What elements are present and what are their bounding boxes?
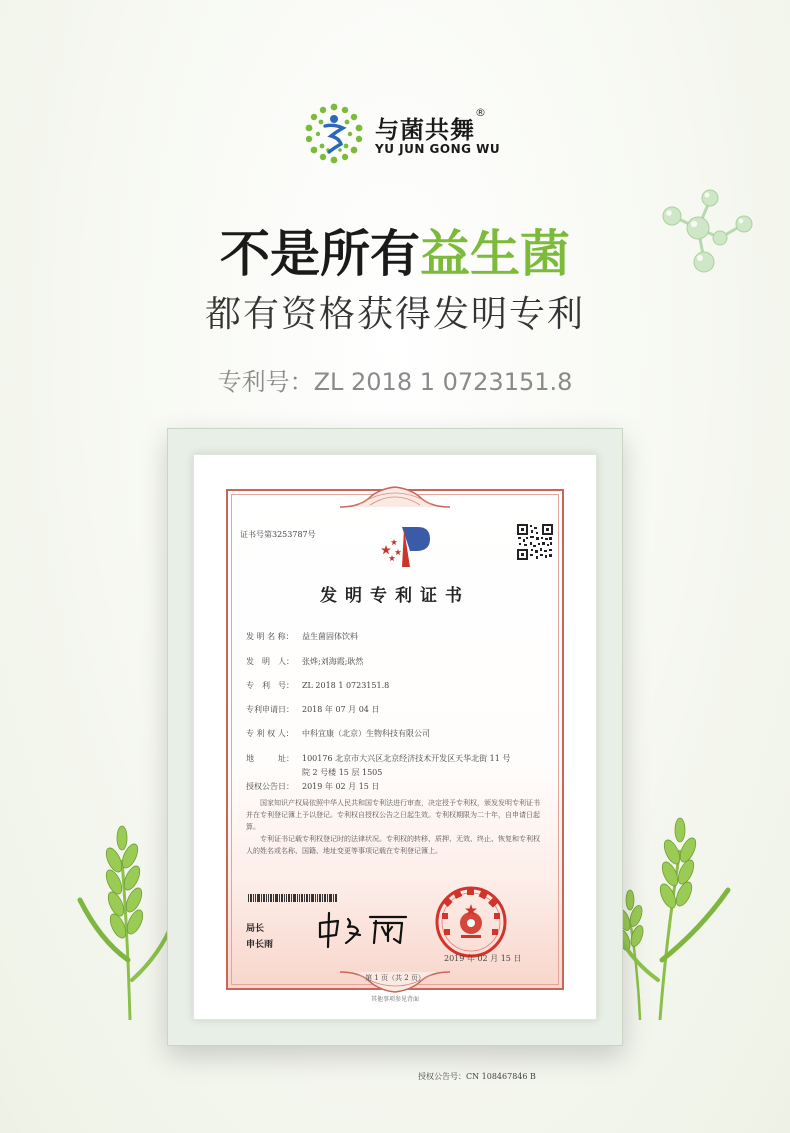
registered-mark: ®	[475, 106, 486, 119]
certificate-title: 发明专利证书	[320, 586, 470, 606]
field-grant-date: 授权公告日： 2019 年 02 月 15 日 授权公告号：CN 108467846 B	[246, 782, 536, 1081]
certificate-paragraph-1: 国家知识产权局依照中华人民共和国专利法进行审查，决定授予专利权，颁发发明专利证书并在专利登记簿上予以登记。专利权自授权公告之日起生效。专利权期限为二十年，自申请日起算。	[246, 799, 540, 831]
brand-name-cn: 与菌共舞	[375, 116, 475, 144]
patent-number-line: 专利号：ZL 2018 1 0723151.8	[217, 368, 573, 396]
field-patent-number: 专 利 号： ZL 2018 1 0723151.8	[246, 681, 390, 690]
page-indicator: 第 1 页（共 2 页）	[365, 974, 425, 982]
qr-code-icon	[516, 523, 554, 561]
signer-name: 申长雨	[246, 940, 274, 950]
field-grant-number: 授权公告号：CN 108467846 B	[418, 1072, 536, 1081]
seal-date: 2019 年 02 月 15 日	[444, 954, 522, 963]
official-seal-icon	[434, 885, 508, 959]
field-invention-name: 发 明 名 称： 益生菌固体饮料	[246, 632, 358, 641]
certificate-footnote: 其他事项参见背面	[370, 996, 419, 1003]
barcode-icon	[248, 894, 338, 902]
headline	[0, 222, 790, 286]
field-inventors: 发 明 人： 张烨;刘海霞;耿然	[246, 657, 364, 666]
brand-name-en: YU JUN GONG WU	[375, 142, 501, 156]
handwritten-signature-icon	[314, 909, 414, 949]
headline-black-part: 不是所有	[220, 225, 420, 283]
wheat-right-icon	[610, 780, 740, 1020]
border-ornament-top-icon	[338, 485, 452, 509]
field-patentee: 专 利 权 人： 中科宜康（北京）生物科技有限公司	[246, 729, 430, 738]
certificate-number: 证书号第3253787号	[240, 530, 316, 539]
certificate-frame	[167, 428, 623, 1081]
subheadline: 都有资格获得发明专利	[204, 294, 585, 335]
field-address-line-2: 院 2 号楼 15 层 1505	[302, 768, 383, 777]
field-application-date: 专利申请日： 2018 年 07 月 04 日	[246, 705, 380, 714]
field-address: 地 址： 100176 北京市大兴区北京经济技术开发区天华北街 11 号	[246, 754, 511, 763]
brand-logo-mark-icon	[303, 102, 365, 164]
headline-green-part: 益生菌	[420, 225, 570, 283]
brand-logo	[303, 102, 503, 166]
certificate-paragraph-2: 专利证书记载专利权登记时的法律状况。专利权的转移、质押、无效、终止、恢复和专利权人的姓名或名称、国籍、地址变更等事项记载在专利登记簿上。	[246, 835, 540, 855]
signer-title: 局长	[246, 924, 265, 934]
patent-office-emblem-icon	[376, 523, 432, 569]
frame-mat	[193, 454, 597, 1081]
